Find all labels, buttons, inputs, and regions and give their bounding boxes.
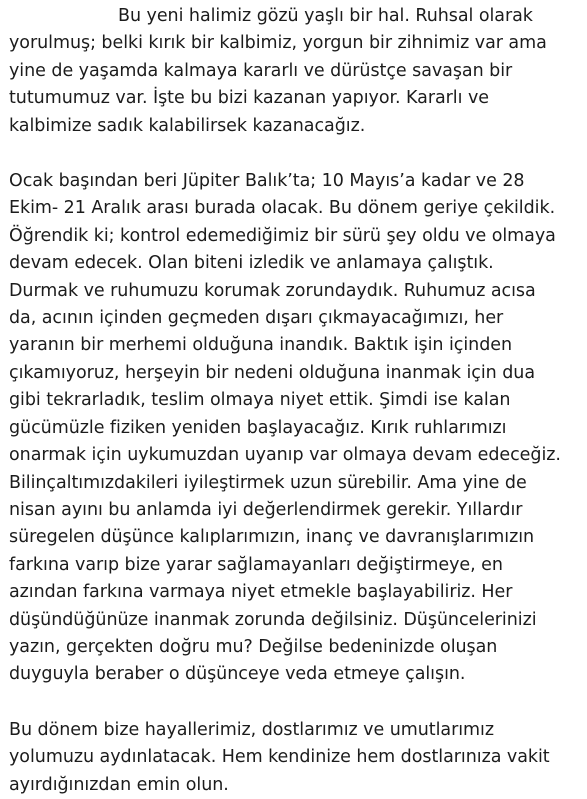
text-line: yolumuzu aydınlatacak. Hem kendinize hem dostlarınıza vakit [9,747,550,768]
text-line: tutumumuz var. İşte bu bizi kazanan yapıyor. Kararlı ve [9,88,489,109]
paragraph-2 [9,168,579,689]
text-line: yine de yaşamda kalmaya kararlı ve dürüstçe savaşan bir [9,60,513,81]
text-line: Öğrendik ki; kontrol edemediğimiz bir sürü şey oldu ve olmaya [9,225,556,246]
text-line: yazın, gerçekten doğru mu? Değilse bedeninizde oluşan [9,636,498,657]
text-line: gücümüzle fiziken yeniden başlayacağız. Kırık ruhlarımızı [9,417,507,438]
text-line: Ekim- 21 Aralık arası burada olacak. Bu dönem geriye çekildik. [9,198,556,219]
text-line: duyguyla beraber o düşünceye veda etmeye çalışın. [9,664,466,685]
text-line: Ocak başından beri Jüpiter Balık’ta; 10 Mayıs’a kadar ve 28 [9,171,525,192]
text-line: farkına varıp bize yarar sağlamayanları değiştirmeye, en [9,554,503,575]
text-line: düşündüğünüze inanmak zorunda değilsiniz. Düşüncelerinizi [9,609,537,630]
text-line: Bu dönem bize hayallerimiz, dostlarımız ve umutlarımız [9,719,495,740]
paragraph-spacer [9,140,579,168]
text-line: kalbimize sadık kalabilirsek kazanacağız. [9,115,366,136]
text-line: nisan ayını bu anlamda iyi değerlendirmek gerekir. Yıllardır [9,499,523,520]
paragraph-1 [9,3,579,140]
text-line: gibi tekrarladık, teslim olmaya niyet ettik. Şimdi ise kalan [9,390,511,411]
text-line: onarmak için uykumuzdan uyanıp var olmaya devam edeceğiz. [9,445,561,466]
text-line: Bu yeni halimiz gözü yaşlı bir hal. Ruhsal olarak [118,6,533,26]
text-line: yaranın bir merhemi olduğuna inandık. Baktık işin içinden [9,335,513,356]
text-line: yorulmuş; belki kırık bir kalbimiz, yorgun bir zihnimiz var ama [9,33,547,54]
text-line: çıkamıyoruz, herşeyin bir nedeni olduğuna inanmak için dua [9,362,535,383]
paragraph-spacer [9,689,579,717]
paragraph-3 [9,717,579,799]
text-line: ayırdığınızdan emin olun. [9,774,229,795]
text-line: süregelen düşünce kalıplarımızın, inanç ve davranışlarımızın [9,527,535,548]
text-line: da, acının içinden geçmeden dışarı çıkmayacağımızı, her [9,308,504,329]
text-line: devam edecek. Olan biteni izledik ve anlamaya çalıştık. [9,253,494,274]
text-line: Durmak ve ruhumuzu korumak zorundaydık. Ruhumuz acısa [9,280,536,301]
text-line: Bilinçaltımızdakileri iyileştirmek uzun sürebilir. Ama yine de [9,472,527,493]
text-line: azından farkına varmaya niyet etmekle başlayabiliriz. Her [9,582,513,603]
